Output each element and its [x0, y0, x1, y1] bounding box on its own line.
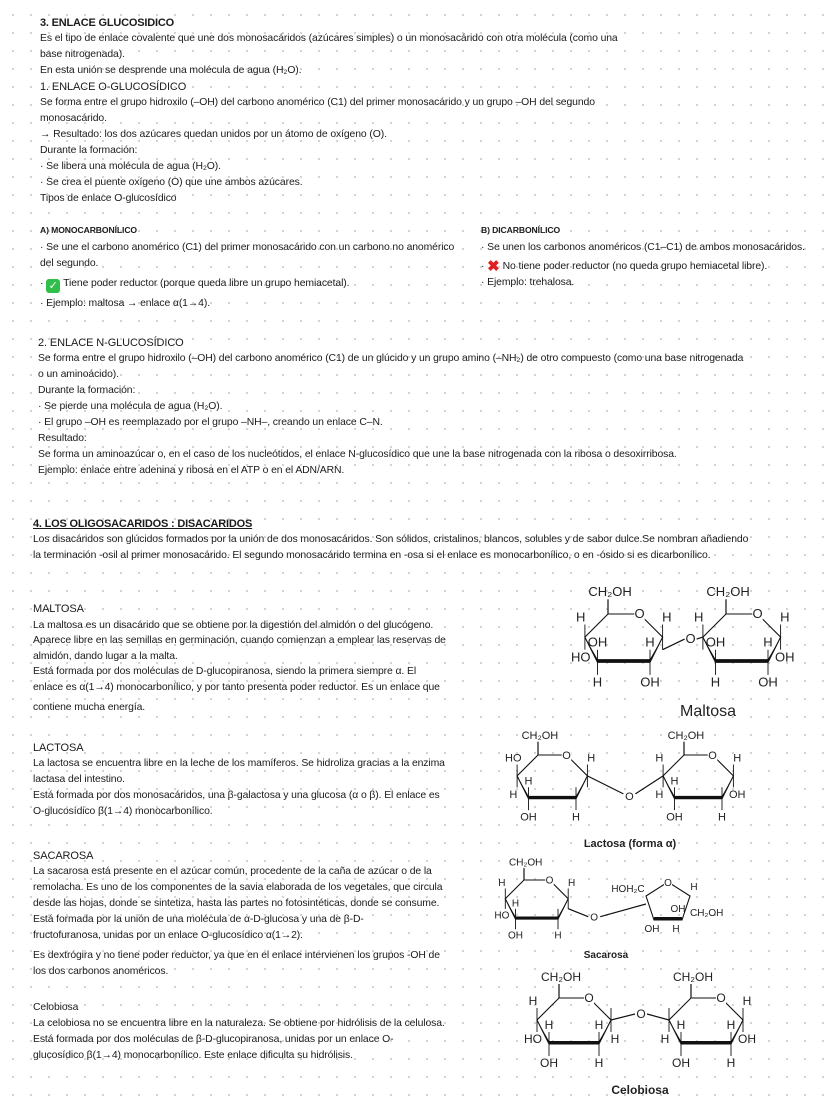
- maltosa-title: MALTOSA: [33, 603, 84, 615]
- maltosa-block: [33, 602, 446, 715]
- ch2oh-label: CH₂OH: [509, 857, 543, 869]
- ring-bold-edge: [654, 917, 682, 920]
- substituent-label: H: [670, 775, 679, 788]
- substituent-label: H: [592, 674, 603, 690]
- link-oxygen: O: [636, 1007, 646, 1021]
- celobiosa-title: Celobiosa: [33, 1002, 79, 1013]
- substituent-label: H: [645, 634, 655, 650]
- check-text: Tiene poder reductor (porque queda libre un grupo hemiacetal).: [63, 278, 350, 289]
- sacarosa-structure: [488, 858, 748, 963]
- substituent-label: H: [587, 752, 596, 765]
- type-b-block: [481, 222, 805, 291]
- substituent-label: H: [726, 1056, 736, 1070]
- paragraph-line: contiene mucha energía.: [33, 701, 146, 713]
- paragraph-line: Resultado:: [38, 433, 87, 444]
- substituent-label: H: [498, 877, 506, 889]
- paragraph-line: · Ejemplo: trehalosa.: [481, 277, 575, 288]
- sacarosa-caption: Sacarosa: [583, 950, 629, 961]
- substituent-label: H: [509, 788, 518, 801]
- paragraph-line: Está formada por la unión de una molécula de α-D-glucosa y una de β-D-: [33, 914, 364, 925]
- ch2oh-label: CH₂OH: [588, 584, 632, 600]
- substituent-label: OH: [587, 634, 608, 650]
- substituent-label: OH: [508, 930, 523, 942]
- paragraph-line: Es el tipo de enlace covalente que une dos monosacáridos (azúcares simples) o un monosacárido con otra molécula (como una: [40, 33, 618, 44]
- lactosa-structure: [500, 729, 780, 850]
- maltosa-caption: Maltosa: [679, 703, 737, 720]
- substituent-label: H: [672, 924, 680, 935]
- bond-line: [697, 637, 703, 639]
- bond-line: [568, 909, 588, 917]
- subsection-title: 2. ENLACE N-GLUCOSÍDICO: [38, 337, 184, 349]
- paragraph-line: glucosídico β(1→4) monocarbonílico. Este enlace dificulta su hidrólisis.: [33, 1050, 353, 1061]
- section-title: 3. ENLACE GLUCOSIDICO: [40, 17, 174, 29]
- paragraph-line: Se forma un aminoazúcar o, en el caso de los nucleótidos, el enlace N-glucosídico que une la base nitrogenada con la ribosa o desoxirribosa.: [38, 449, 677, 460]
- substituent-label: H: [690, 882, 698, 893]
- paragraph-line: fructofuranosa, unidas por un enlace O-glucosídico α(1→2).: [33, 930, 303, 941]
- substituent-label: H: [554, 930, 562, 942]
- section-enlace-glucosidico: [40, 15, 618, 207]
- ch2oh-label: CH₂OH: [706, 584, 750, 600]
- substituent-label: H: [567, 877, 576, 889]
- substituent-label: HO: [494, 910, 510, 922]
- ring-oxygen: O: [716, 991, 726, 1005]
- paragraph-line: monosacárido.: [40, 113, 107, 124]
- ring-oxygen: O: [634, 606, 645, 622]
- substituent-label: OH: [738, 1032, 756, 1046]
- substituent-label: H: [572, 811, 580, 824]
- substituent-label: H: [660, 1032, 670, 1046]
- substituent-label: H: [710, 674, 721, 690]
- ring-oxygen: O: [708, 749, 717, 762]
- substituent-label: H: [524, 775, 533, 788]
- substituent-label: H: [733, 752, 742, 765]
- ring-oxygen: O: [584, 991, 594, 1005]
- bond-line: [611, 1014, 635, 1020]
- ch2oh-label: CH₂OH: [690, 908, 724, 919]
- bond-line: [663, 639, 685, 650]
- substituent-label: H: [694, 609, 704, 625]
- substituent-label: H: [742, 994, 752, 1008]
- substituent-label: H: [676, 1018, 686, 1032]
- type-a-block: [40, 222, 454, 312]
- paragraph-line: En esta unión se desprende una molécula de agua (H₂O).: [40, 65, 302, 76]
- paragraph-line: Se forma entre el grupo hidroxilo (–OH) del carbono anomérico (C1) del primer monosacárido y un grupo –OH del segundo: [40, 97, 595, 108]
- paragraph-line: · ✓ Tiene poder reductor (porque queda libre un grupo hemiacetal).: [40, 278, 350, 292]
- paragraph-line: La celobiosa no se encuentra libre en la naturaleza. Se obtiene por hidrólisis de la celulosa.: [33, 1018, 445, 1029]
- ring-oxygen: O: [562, 749, 571, 762]
- hoh2c-label: HOH₂C: [611, 884, 645, 895]
- link-oxygen: O: [590, 912, 599, 924]
- paragraph-line: Aparece libre en las semillas en germinación, cuando comienzan a emplear las reservas de: [33, 635, 446, 647]
- paragraph-line: · Ejemplo: maltosa → enlace α(1→4).: [40, 298, 210, 309]
- substituent-label: H: [655, 788, 664, 801]
- section-n-glucosidico: [38, 335, 743, 479]
- paragraph-line: o un aminoácido).: [38, 369, 119, 380]
- paragraph-line: base nitrogenada).: [40, 49, 125, 60]
- celobiosa-structure: [515, 970, 795, 1100]
- paragraph-line: · El grupo –OH es reemplazado por el grupo –NH–, creando un enlace C–N.: [38, 417, 383, 428]
- lactosa-caption: Lactosa (forma α): [583, 838, 677, 850]
- section-disacaridos: [33, 516, 748, 564]
- subsection-title: 1. ENLACE O-GLUCOSÍDICO: [40, 81, 187, 93]
- celobiosa-caption: Celobiosa: [611, 1083, 669, 1097]
- bond-line: [587, 776, 623, 794]
- paragraph-line: Tipos de enlace O-glucosídico: [40, 193, 177, 204]
- lactosa-title: LACTOSA: [33, 742, 84, 754]
- bond-line: [647, 1014, 669, 1020]
- paragraph-line: Está formada por dos monosacáridos, una β-galactosa y una glucosa (α o β). El enlace es: [33, 790, 440, 801]
- substituent-label: OH: [520, 811, 537, 824]
- substituent-label: H: [610, 1032, 620, 1046]
- sacarosa-title: SACAROSA: [33, 850, 94, 862]
- paragraph-line: · Se pierde una molécula de agua (H₂O).: [38, 401, 223, 412]
- paragraph-line: Durante la formación:: [38, 385, 136, 396]
- link-oxygen: O: [625, 790, 634, 803]
- substituent-label: OH: [728, 788, 746, 801]
- ch2oh-label: CH₂OH: [541, 970, 581, 984]
- ring-oxygen: O: [545, 875, 554, 887]
- substituent-label: OH: [640, 674, 660, 690]
- substituent-label: OH: [758, 674, 778, 690]
- paragraph-line: La sacarosa está presente en el azúcar común, procedente de la caña de azúcar o de la: [33, 866, 432, 877]
- cross-icon: ✖: [487, 258, 500, 275]
- paragraph-line: del segundo.: [40, 258, 99, 269]
- paragraph-line: · Se une el carbono anomérico (C1) del primer monosacárido con un carbono no anomérico: [40, 242, 455, 253]
- paragraph-line: · Se libera una molécula de agua (H₂O).: [40, 161, 221, 172]
- paragraph-line: Los disacáridos son glúcidos formados por la unión de dos monosacáridos. Son sólidos, cristalinos, blancos, solubles y de sabor dulce.Se nombran añadiendo: [33, 534, 749, 545]
- paragraph-line: · ✖ No tiene poder reductor (no queda grupo hemiacetal libre).: [481, 258, 768, 275]
- substituent-label: OH: [670, 904, 686, 915]
- substituent-label: OH: [775, 649, 795, 665]
- paragraph-line: la terminación -osil al primer monosacárido. El segundo monosacárido termina en -osa si el enlace es monocarbonílico, o en -ósido si es dicarbonílico.: [33, 550, 711, 561]
- type-a-title: A) MONOCARBONÍLICO: [40, 225, 138, 235]
- ch2oh-label: CH₂OH: [521, 729, 559, 742]
- substituent-label: H: [662, 609, 672, 625]
- substituent-label: OH: [672, 1056, 690, 1070]
- substituent-label: H: [511, 898, 520, 910]
- substituent-label: H: [594, 1056, 604, 1070]
- substituent-label: HO: [524, 1032, 542, 1046]
- ch2oh-label: CH₂OH: [667, 729, 705, 742]
- link-oxygen: O: [685, 631, 696, 647]
- paragraph-line: · Se unen los carbonos anoméricos (C1–C1) de ambos monosacáridos.: [481, 242, 805, 253]
- bond-line: [600, 904, 646, 917]
- celobiosa-block: [33, 1000, 445, 1064]
- substituent-label: H: [528, 994, 538, 1008]
- substituent-label: HO: [505, 752, 522, 765]
- maltosa-structure: [568, 584, 808, 720]
- ring-oxygen: O: [664, 878, 672, 889]
- paragraph-line: Es dextrógira y no tiene poder reductor, ya que en el enlace intervienen los grupos -OH de: [33, 950, 440, 961]
- substituent-label: H: [726, 1018, 736, 1032]
- substituent-label: HO: [570, 649, 591, 665]
- substituent-label: OH: [540, 1056, 558, 1070]
- check-icon: ✓: [46, 279, 60, 293]
- substituent-label: H: [763, 634, 773, 650]
- ch2oh-label: CH₂OH: [673, 970, 713, 984]
- substituent-label: OH: [644, 924, 660, 935]
- cross-text: No tiene poder reductor (no queda grupo hemiacetal libre).: [502, 261, 768, 272]
- paragraph-line: remolacha. Es uno de los componentes de la savia elaborada de los vegetales, que circula: [33, 882, 443, 893]
- substituent-label: H: [655, 752, 664, 765]
- paragraph-line: Está formada por dos moléculas de D-glucopiranosa, siendo la primera siempre α. El: [33, 666, 417, 678]
- substituent-label: H: [780, 609, 790, 625]
- substituent-label: OH: [705, 634, 726, 650]
- paragraph-line: lactasa del intestino.: [33, 774, 125, 785]
- paragraph-line: desde las hojas, donde se sintetiza, hasta las partes no fotosintéticas, donde se consume.: [33, 898, 440, 909]
- paragraph-line: → Resultado: los dos azúcares quedan unidos por un átomo de oxígeno (O).: [40, 129, 387, 140]
- substituent-label: H: [576, 609, 586, 625]
- paragraph-line: Ejemplo: enlace entre adenina y ribosa en el ATP o en el ADN/ARN.: [38, 465, 345, 476]
- paragraph-line: los dos carbonos anoméricos.: [33, 966, 169, 977]
- section-title: 4. LOS OLIGOSACARIDOS : DISACARIDOS: [33, 518, 253, 530]
- paragraph-line: enlace es α(1→4) monocarbonílico, y por tanto presenta poder reductor. Es un enlace que: [33, 681, 440, 693]
- paragraph-line: almidón, dando lugar a la malta.: [33, 650, 178, 662]
- paragraph-line: La maltosa es un disacárido que se obtiene por la digestión del almidón o del glucógeno.: [33, 619, 434, 631]
- sacarosa-block: [33, 848, 442, 980]
- paragraph-line: Durante la formación:: [40, 145, 138, 156]
- paragraph-line: Está formada por dos moléculas de β-D-glucopiranosa, unidas por un enlace O-: [33, 1034, 394, 1045]
- type-b-title: B) DICARBONÍLICO: [481, 225, 561, 235]
- ring-oxygen: O: [752, 606, 763, 622]
- substituent-label: OH: [666, 811, 683, 824]
- lactosa-block: [33, 740, 445, 820]
- paragraph-line: · Se crea el puente oxígeno (O) que une ambos azúcares.: [40, 177, 303, 188]
- substituent-label: H: [594, 1018, 604, 1032]
- substituent-label: H: [544, 1018, 554, 1032]
- paragraph-line: O-glucosídico β(1→4) monocarbonílico.: [33, 806, 213, 817]
- substituent-label: H: [718, 811, 726, 824]
- paragraph-line: La lactosa se encuentra libre en la leche de los mamíferos. Se hidroliza gracias a la enzima: [33, 758, 445, 769]
- paragraph-line: Se forma entre el grupo hidroxilo (–OH) del carbono anomérico (C1) de un glúcido y un grupo amino (–NH₂) de otro compuesto (como una base nitrogenada: [38, 353, 744, 364]
